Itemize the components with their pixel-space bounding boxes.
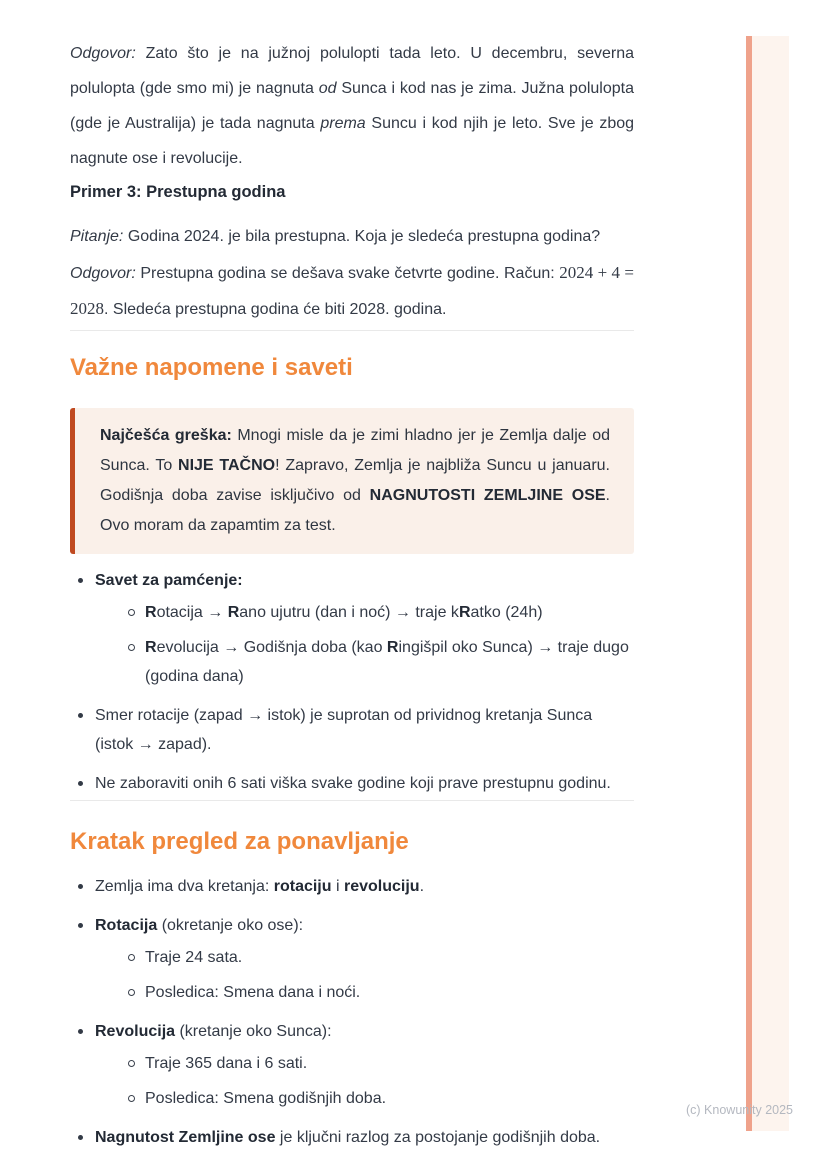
mistake-callout (70, 408, 634, 554)
section-divider (70, 330, 634, 331)
memory-tip-item (70, 566, 634, 691)
question-leap-paragraph: Pitanje: Godina 2024. je bila prestupna. Koja je sledeća prestupna godina? (70, 228, 601, 245)
rotation-direction-item: Smer rotacije (zapad → istok) je suprotan od prividnog kretanja Sunca (istok → zapad). (70, 701, 634, 759)
rotation-label: Rotacija (okretanje oko ose): (95, 917, 304, 934)
example3-heading: Primer 3: Prestupna godina (70, 183, 286, 201)
notes-section-title: Važne napomene i saveti (70, 354, 353, 381)
review-list (70, 872, 634, 1162)
review-section-title: Kratak pregled za ponavljanje (70, 828, 409, 855)
rotation-duration-item: Traje 24 sata. (120, 943, 634, 972)
revolution-duration-item: Traje 365 dana i 6 sati. (120, 1049, 634, 1078)
revolution-label: Revolucija (kretanje oko Sunca): (95, 1023, 332, 1040)
memory-tip-label: Savet za pamćenje: (95, 572, 243, 589)
mistake-callout-text: Najčešća greška: Mnogi misle da je zimi hladno jer je Zemlja dalje od Sunca. To NIJE TAČNO! Zapravo, Zemlja je najbliža Suncu u januaru. Godišnja doba zavise isključivo od NAGNUTOSTI ZEMLJINE OSE. Ovo moram da zapamtim za test. (100, 427, 611, 534)
revolution-item (70, 1017, 634, 1113)
section-divider (70, 800, 634, 801)
memory-tip-sublist (95, 598, 634, 691)
next-page-preview (752, 36, 789, 1131)
leap-hours-item: Ne zaboraviti onih 6 sati viška svake godine koji prave prestupnu godinu. (70, 769, 634, 798)
revolution-mnemonic-item: Revolucija → Godišnja doba (kao Ringišpil oko Sunca) → traje dugo (godina dana) (120, 633, 634, 691)
revolution-effect-item: Posledica: Smena godišnjih doba. (120, 1084, 634, 1113)
answer-leap-paragraph: Odgovor: Prestupna godina se dešava svake četvrte godine. Račun: 2024 + 4 = 2028. Sledeća prestupna godina će biti 2028. godina. (70, 263, 634, 318)
rotation-item (70, 911, 634, 1007)
notes-list (70, 566, 634, 808)
rotation-effect-item: Posledica: Smena dana i noći. (120, 978, 634, 1007)
rotation-mnemonic-item: Rotacija → Rano ujutru (dan i noć) → traje kRatko (24h) (120, 598, 634, 627)
axis-tilt-item: Nagnutost Zemljine ose je ključni razlog za postojanje godišnjih doba. (70, 1123, 634, 1152)
revolution-sublist (95, 1049, 634, 1113)
copyright-label: (c) Knowunity 2025 (686, 1103, 794, 1117)
rotation-sublist (95, 943, 634, 1007)
two-motions-item: Zemlja ima dva kretanja: rotaciju i revoluciju. (70, 872, 634, 901)
answer-season-paragraph: Odgovor: Zato što je na južnoj polulopti tada leto. U decembru, severna polulopta (gde smo mi) je nagnuta od Sunca i kod nas je zima. Južna polulopta (gde je Australija) je tada nagnuta prema Suncu i kod njih je leto. Sve je zbog nagnute ose i revolucije. (70, 45, 635, 167)
